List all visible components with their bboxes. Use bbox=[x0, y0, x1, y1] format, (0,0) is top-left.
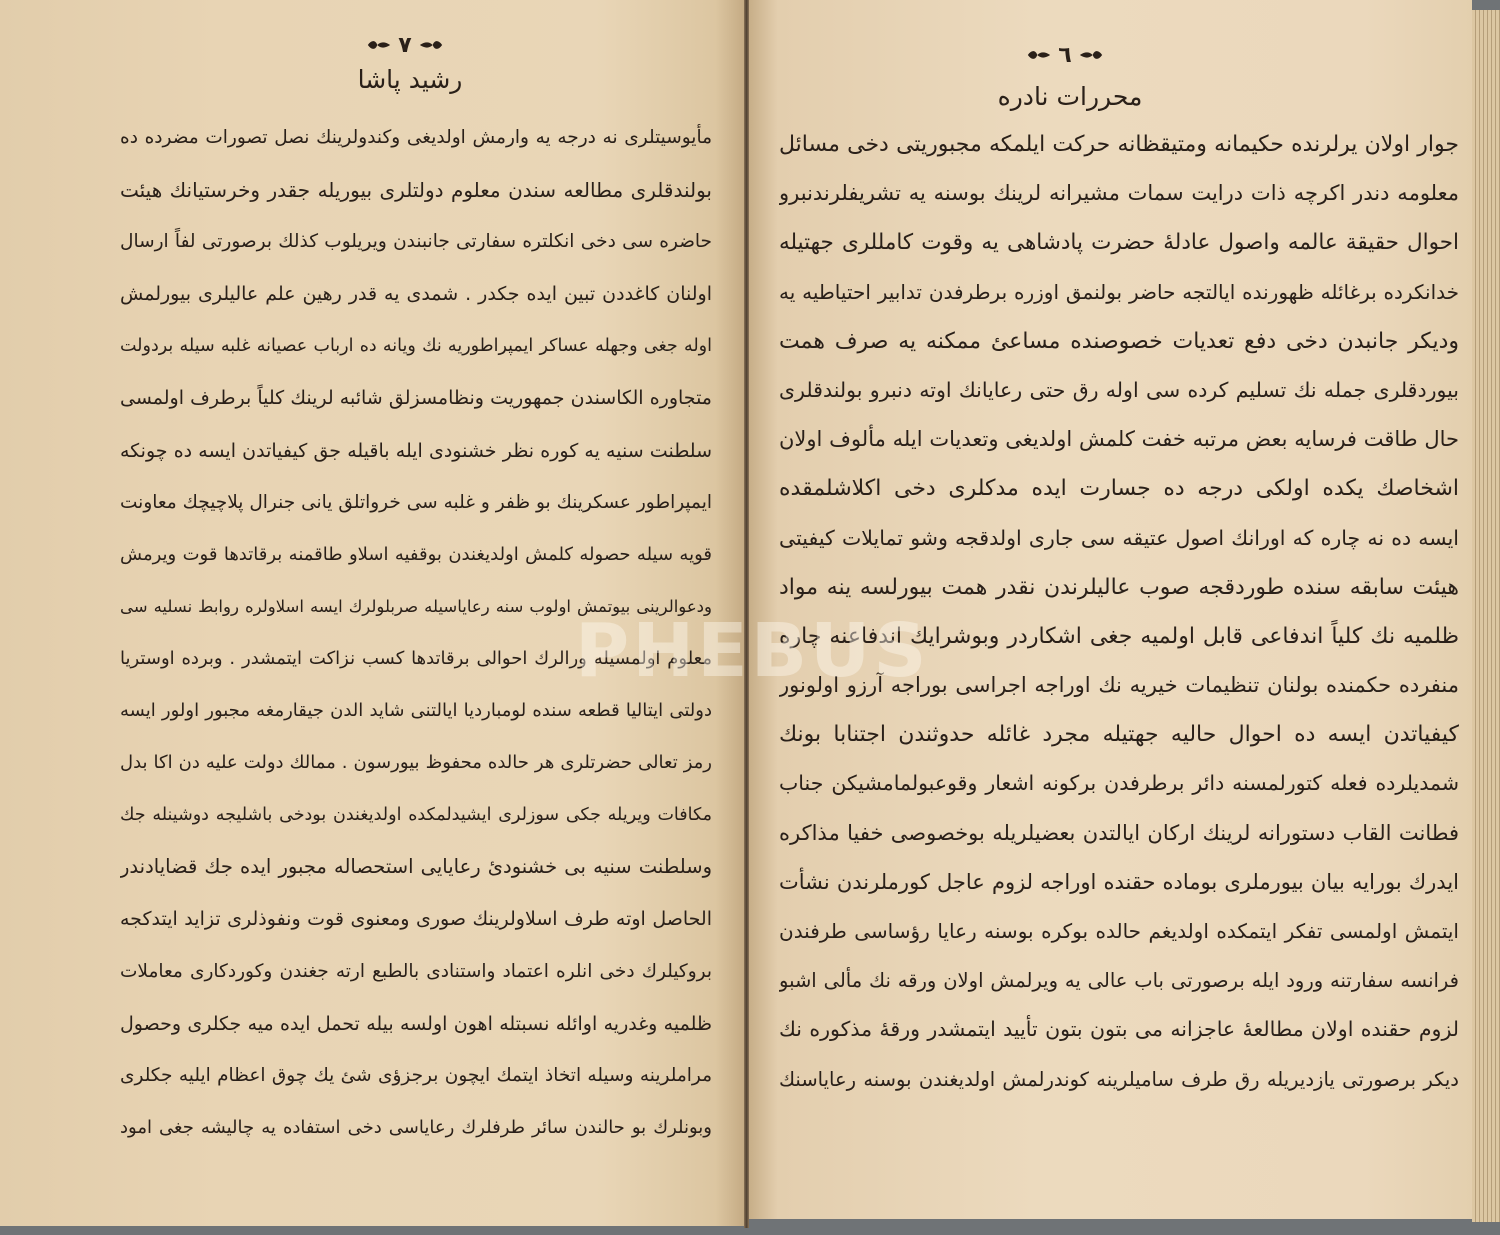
page-number-row bbox=[350, 30, 460, 60]
running-head: محررات نادره bbox=[997, 82, 1143, 111]
page-number: ٦ bbox=[1058, 42, 1072, 68]
text-line: فطانت القاب دستورانه لرينك اركان ايالتدن بعضيلريله بوخصوصى خفيا مذاكره bbox=[779, 820, 1459, 845]
text-line: حال طاقت فرسايه بعض مرتبه خفت كلمش اولديغى وتعديات ايله مألوف اولان bbox=[779, 427, 1459, 452]
text-line: لزوم حقنده اولان مطالعۀ عاجزانه مى بتون بتون تأييد ايتمشدر ورقۀ مذكوره نك bbox=[779, 1017, 1459, 1042]
text-line: سلطنت سنيه يه كوره نظر خشنودى ايله باقيله جق كيفياتدن ايسه ده چونكه bbox=[120, 439, 712, 462]
text-line: بولندقلرى مطالعه سندن معلوم دولتلرى بيوريله جقدر وخرستيانك هيئت bbox=[120, 178, 712, 203]
text-line: مأيوسيتلرى نه درجه يه وارمش اولديغى وكندولرينك نصل تصورات مضرده ده bbox=[120, 127, 712, 148]
text-line: ايدرك بورايه بيان بيورملرى بوماده حقنده اوراجه لزوم عاجل كورملرندن نشأت bbox=[779, 869, 1459, 894]
text-line: معلوم اولمسيله ورالرك احوالى برقاتدها كسب نزاكت ايتمشدر . وبرده اوستريا bbox=[120, 647, 712, 669]
text-line: مكافات ويريله جكى سوزلرى ايشيدلمكده اولديغندن بودخى باشليجه دوشينله جك bbox=[120, 805, 712, 826]
text-line: جوار اولان يرلرنده حكيمانه ومتيقظانه حركت ايلمكه مجبوريتى دخى مسائل bbox=[779, 132, 1459, 157]
text-line: وسلطنت سنيه بى خشنودئ رعايايى استحصاله مجبور ايده جك قضايادندر bbox=[120, 855, 712, 879]
left-page bbox=[0, 0, 745, 1226]
text-line: معلومه دندر اكرچه ذات درايت سمات مشيرانه لرينك بوسنه يه تشريفلرندنبرو bbox=[779, 181, 1459, 206]
text-line: منفرده حكمنده بولنان تنظيمات خيريه نك اوراجه اجراسى بوراجه آرزو اولونور bbox=[779, 673, 1459, 698]
text-line: احوال حقيقة عالمه واصول عادلۀ حضرت پادشاهى يه وقوت كامللرى جهتيله bbox=[779, 230, 1459, 256]
text-line: اشخاصك يكده اولكى درجه ده جسارت ايده مدكلرى دخى اكلاشلمقده bbox=[779, 476, 1459, 502]
text-line: ظلميه وغدريه اوائله نسبتله اهون اولسه بيله تحمل ايده ميه جكلرى وحصول bbox=[120, 1012, 712, 1035]
ornament-icon bbox=[418, 39, 444, 51]
text-line: ايسه ده نه چاره كه اورانك اصول عتيقه سى جارى اولدقجه وشو تمايلات كيفيتى bbox=[779, 525, 1459, 550]
text-line: اوله جغى وجهله عساكر ايمپراطوريه نك ويانه ده ارباب عصيانه غلبه سيله بردولت bbox=[120, 336, 712, 357]
text-line: فرانسه سفارتنه ورود ايله برصورتى باب عالى يه ويرلمش اولان ورقه نك مألى اشبو bbox=[779, 969, 1459, 993]
page-text bbox=[120, 112, 712, 1154]
text-line: قويه سيله حصوله كلمش اولديغندن بوقفيه اسلاو طاقمنه برقاتدها قوت ويرمش bbox=[120, 543, 712, 565]
text-line: ظلميه نك كلياً اندفاعى قابل اولميه جغى اشكاردر وبوشرايك اندفاعنه چاره bbox=[779, 623, 1459, 649]
text-line: ديكر برصورتى يازديريله رق طرف ساميلرينه كوندرلمش اولديغندن بوسنه رعاياسنك bbox=[779, 1067, 1459, 1091]
watermark: PHEBUS bbox=[575, 608, 930, 694]
text-line: وبونلرك بو حالندن سائر طرفلرك رعاياسى دخى استفاده يه چاليشه جغى امود bbox=[120, 1116, 712, 1138]
text-line: متجاوره الكاسندن جمهوريت ونظامسزلق شائبه لرينك كلياً برطرف اولمسى bbox=[120, 387, 712, 410]
text-line: الحاصل اوته طرف اسلاولرينك صورى ومعنوى قوت ونفوذلرى تزايد ايتدكجه bbox=[120, 908, 712, 931]
text-line: شمديلرده فعله كتورلمسنه دائر برطرفدن بركونه اشعار وقوعبولمامشيكن جناب bbox=[779, 771, 1459, 796]
text-line: رمز تعالى حضرتلرى هر حالده محفوظ بيورسون . ممالك دولت عليه دن اكا بدل bbox=[120, 752, 712, 774]
text-line: ودعوالرينى بيوتمش اولوب سنه رعاياسيله صربلولرك ايسه اسلاولره روابط نسليه سى bbox=[120, 596, 712, 616]
text-line: ايمپراطور عسكرينك بو ظفر و غلبه سى خرواتلق يانى جنرال پلاچيچك معاونت bbox=[120, 491, 712, 513]
text-line: مراملرينه وسيله اتخاذ ايتمك ايچون برجزؤى شئ يك چوق اعظام ايليه جكلرى bbox=[120, 1064, 712, 1086]
text-line: وديكر جانبدن دخى دفع تعديات خصوصنده مساعئ ممكنه يه صرف همت bbox=[779, 328, 1459, 354]
text-line: هيئت سابقه سنده طوردقجه صوب عاليلرندن نقدر همت بيورلسه ينه مواد bbox=[779, 574, 1459, 600]
text-line: بيوردقلرى جمله نك تسليم كرده سى اوله رق حتى رعايانك اوته دنبرو بولندقلرى bbox=[779, 377, 1459, 402]
ornament-icon bbox=[366, 39, 392, 51]
text-line: ايتمش اولمسى تفكر ايتمكده اولديغم حالده بوكره بوسنه رعايا رؤساسى طرفندن bbox=[779, 919, 1459, 943]
right-page bbox=[749, 0, 1472, 1219]
page-number: ٧ bbox=[398, 32, 412, 58]
ornament-icon bbox=[1078, 49, 1104, 61]
page-text bbox=[779, 120, 1459, 1104]
text-line: خدانكرده برغائله ظهورنده ايالتجه حاضر بولنمق اوزره برطرفدن تدابير احتياطيه يه bbox=[779, 279, 1459, 304]
ornament-icon bbox=[1026, 49, 1052, 61]
text-line: دولتى ايتاليا قطعه سنده لومبارديا ايالتنى شايد الدن جيقارمغه مجبور اولور ايسه bbox=[120, 700, 712, 722]
page-edges bbox=[1472, 10, 1500, 1222]
running-head: رشيد پاشا bbox=[357, 65, 463, 94]
text-line: بروكيلرك دخى انلره اعتماد واستنادى بالطبع ارته جغندن وكوردكارى معاملات bbox=[120, 960, 712, 982]
page-number-row bbox=[1010, 40, 1120, 70]
text-line: حاضره سى دخى انكلتره سفارتى جانبندن ويريلوب كذلك برصورتى لفاً ارسال bbox=[120, 231, 712, 253]
text-line: اولنان كاغددن تبين ايده جكدر . شمدى يه قدر رهين علم عاليلرى بيورلمش bbox=[120, 283, 712, 306]
text-line: كيفياتدن ايسه ده احوال حاليه جهتيله مجرد غائله حدوثندن اجتنابا بونك bbox=[779, 722, 1459, 748]
